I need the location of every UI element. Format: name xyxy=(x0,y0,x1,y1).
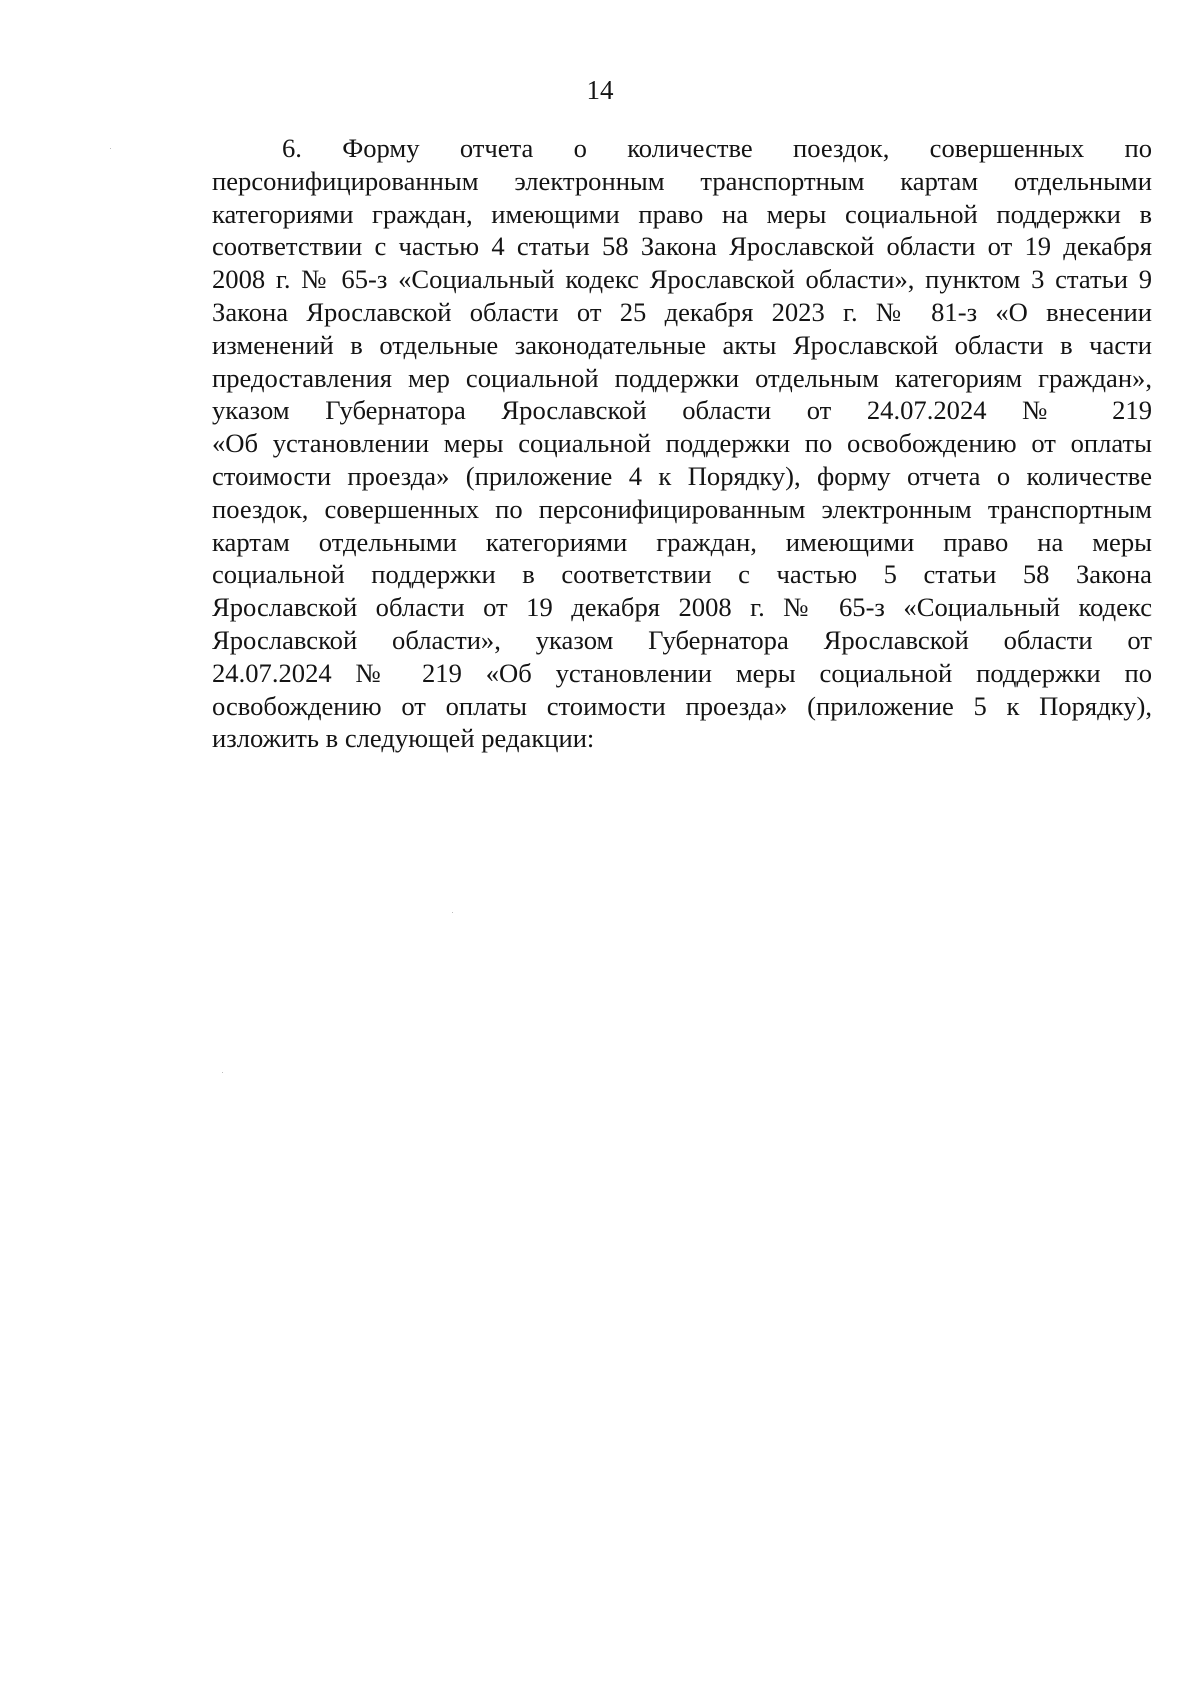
text-line: Ярославской области», указом Губернатора Ярославской области от xyxy=(212,624,1152,655)
scan-speck xyxy=(222,1072,223,1073)
page-number: 14 xyxy=(586,75,614,105)
text-line: «Об установлении меры социальной поддержки по освобождению от оплаты xyxy=(212,428,1152,459)
text-line: поездок, совершенных по персонифицированным электронным транспортным xyxy=(212,493,1152,524)
scan-speck xyxy=(452,912,453,913)
text-line: 2008 г. № 65-з «Социальный кодекс Ярославской области», пунктом 3 статьи 9 xyxy=(212,264,1152,295)
text-line: изложить в следующей редакции: xyxy=(212,723,595,754)
paragraph-6 xyxy=(212,132,1152,755)
text-line: персонифицированным электронным транспортным картам отдельными xyxy=(212,165,1152,196)
text-line: Закона Ярославской области от 25 декабря 2023 г. № 81-з «О внесении xyxy=(212,296,1152,327)
text-line: предоставления мер социальной поддержки отдельным категориям граждан», xyxy=(212,362,1152,393)
text-line: 24.07.2024 № 219 «Об установлении меры социальной поддержки по xyxy=(212,657,1152,688)
text-line: освобождению от оплаты стоимости проезда» (приложение 5 к Порядку), xyxy=(212,690,1152,721)
text-line: 6. Форму отчета о количестве поездок, совершенных по xyxy=(282,133,1152,163)
text-line: картам отдельными категориями граждан, имеющими право на меры xyxy=(212,526,1152,557)
text-line: соответствии с частью 4 статьи 58 Закона Ярославской области от 19 декабря xyxy=(212,231,1152,262)
text-line: изменений в отдельные законодательные акты Ярославской области в части xyxy=(212,329,1152,360)
text-line: указом Губернатора Ярославской области от 24.07.2024 № 219 xyxy=(212,395,1152,426)
scan-speck xyxy=(110,148,111,149)
text-line: категориями граждан, имеющими право на меры социальной поддержки в xyxy=(212,198,1152,229)
text-line: Ярославской области от 19 декабря 2008 г. № 65-з «Социальный кодекс xyxy=(212,592,1152,623)
text-line: стоимости проезда» (приложение 4 к Порядку), форму отчета о количестве xyxy=(212,460,1152,491)
text-line: социальной поддержки в соответствии с частью 5 статьи 58 Закона xyxy=(212,559,1152,590)
